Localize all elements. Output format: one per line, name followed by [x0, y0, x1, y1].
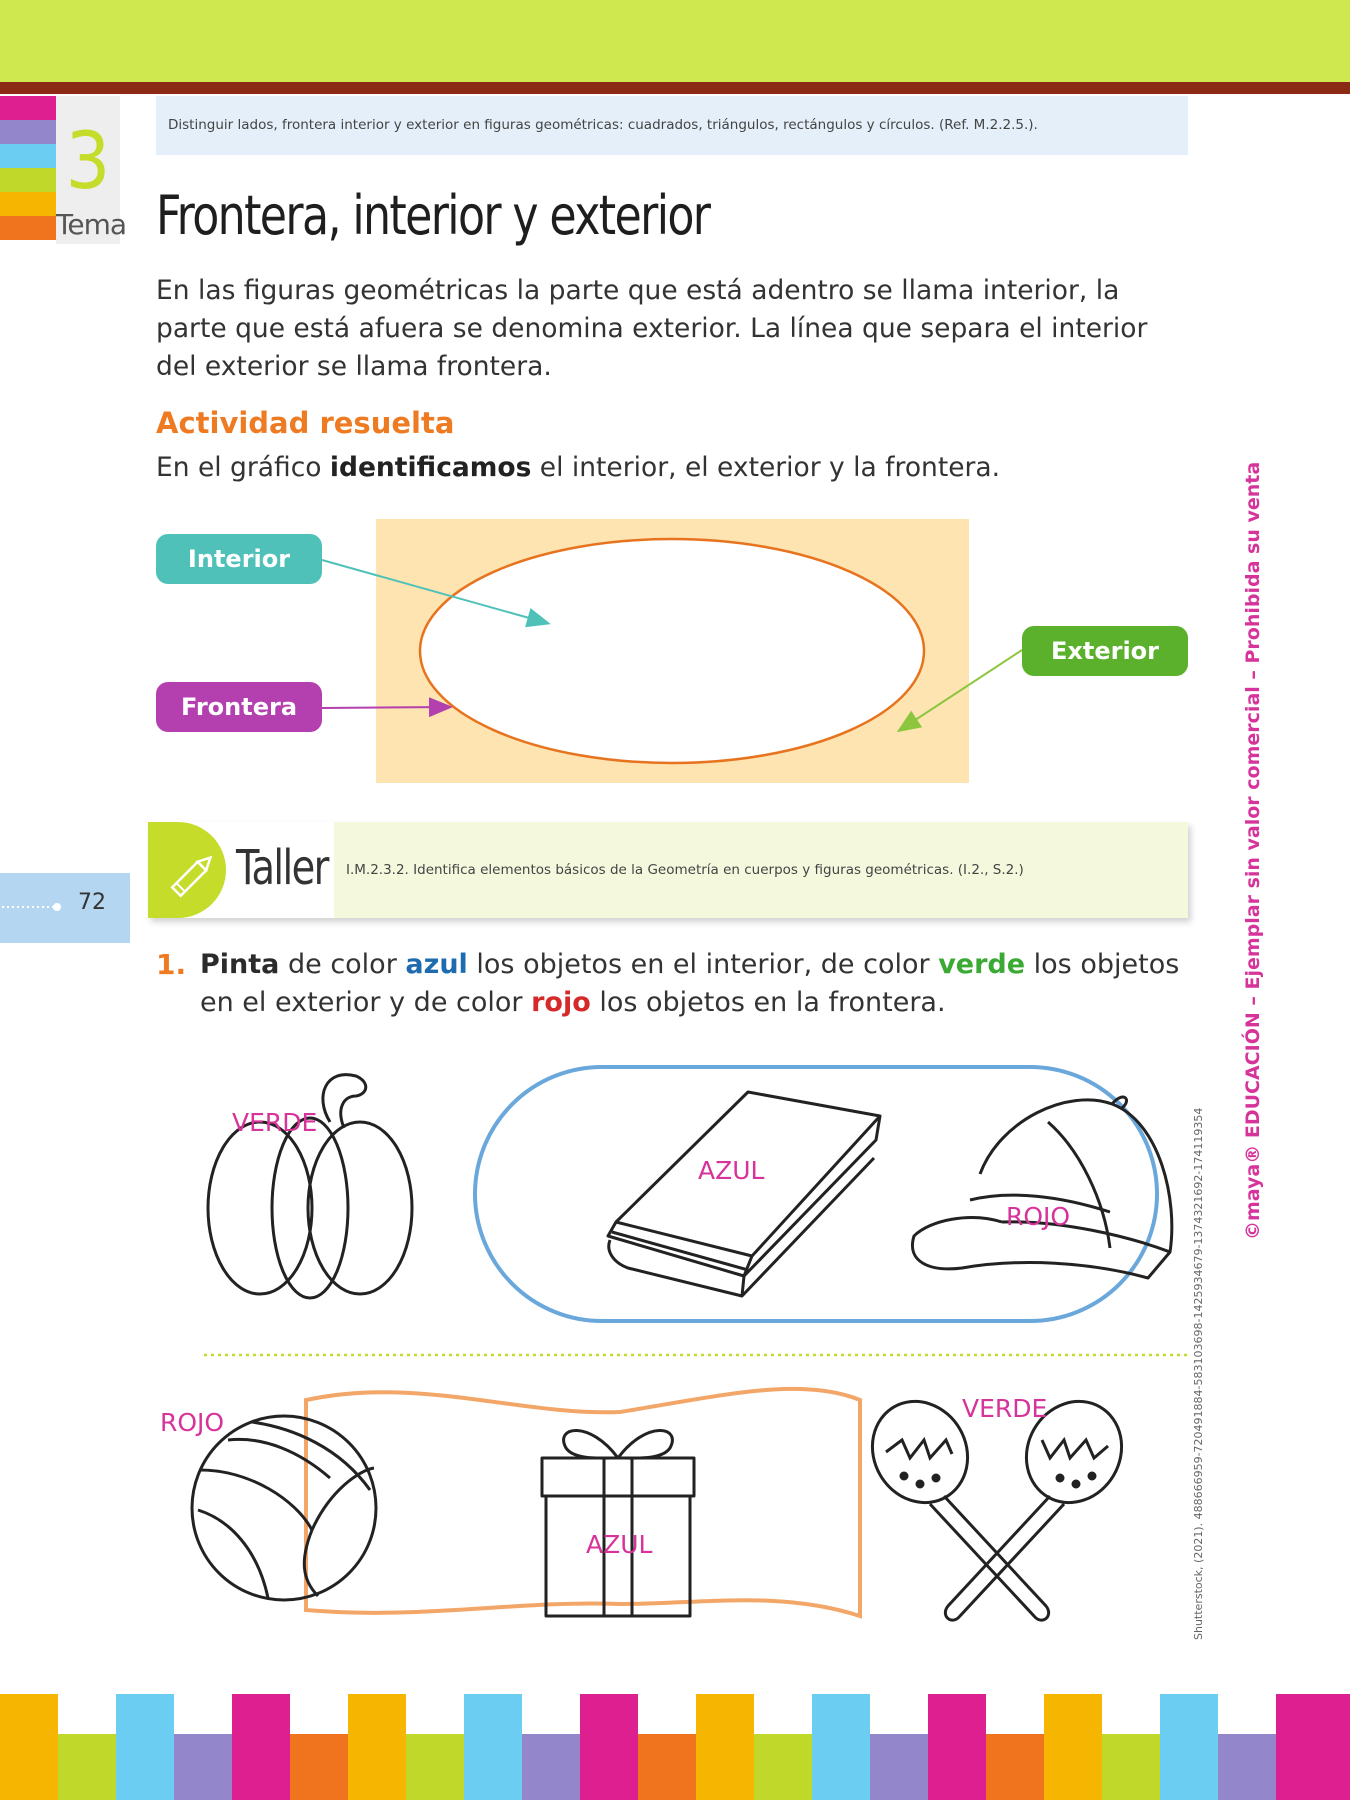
instruction-part: de color [279, 949, 406, 980]
volleyball-drawing [192, 1416, 376, 1600]
copyright-side-text [1242, 461, 1272, 1240]
tema-number: 3 [65, 117, 111, 207]
instruction-part: los objetos en el exterior y de color [200, 949, 1180, 1018]
gift-drawing [542, 1430, 694, 1616]
taller-indicator: I.M.2.3.2. Identifica elementos básicos de la Geometría en cuerpos y figuras geométricas. (I.2., S.2.) [346, 862, 1024, 878]
instruction-part: los objetos en la frontera. [590, 987, 946, 1018]
activity-heading: Actividad resuelta [156, 406, 455, 440]
instruction-part: rojo [531, 987, 591, 1018]
pumpkin-color-label: VERDE [232, 1108, 318, 1137]
activity-text-bold: identificamos [329, 452, 532, 483]
intro-paragraph: En las figuras geométricas la parte que está adentro se llama interior, la parte que está afuera se denomina exterior. La línea que separa el interior del exterior se llama frontera. [156, 275, 1148, 382]
instruction-part: los objetos en el interior, de color [467, 949, 939, 980]
instruction-part: azul [405, 949, 468, 980]
maracas-color-label: VERDE [962, 1394, 1048, 1423]
activity-text-part: el interior, el exterior y la frontera. [531, 452, 1001, 483]
tema-label: Tema [56, 208, 127, 241]
interior-label: Interior [156, 534, 322, 584]
cap-drawing [912, 1097, 1171, 1278]
bottom-color-stripes [0, 1694, 1350, 1800]
image-credit [1192, 1107, 1212, 1640]
objective-banner: Distinguir lados, frontera interior y exterior en figuras geométricas: cuadrados, triángulos, rectángulos y círculos. (Ref. M.2.2.5.). [156, 96, 1188, 155]
exterior-label: Exterior [1022, 626, 1188, 676]
exercise-number: 1. [156, 948, 187, 981]
credit-text: Shutterstock, (2021). 488666959-720491884-583103698-1425934679-1374321692-174119354 [1192, 1107, 1205, 1640]
page-number: 72 [78, 890, 106, 915]
taller-title: Taller [236, 840, 328, 896]
ball-color-label: ROJO [160, 1408, 225, 1437]
wavy-shape [306, 1389, 860, 1616]
cap-color-label: ROJO [1006, 1202, 1071, 1231]
activity-text-part: En el gráfico [156, 452, 330, 483]
gift-color-label: AZUL [586, 1530, 653, 1559]
frontera-label: Frontera [156, 682, 322, 732]
instruction-part: verde [938, 949, 1026, 980]
instruction-part: Pinta [200, 949, 280, 980]
page-title: Frontera, interior y exterior [156, 184, 710, 247]
book-drawing [608, 1092, 880, 1296]
copyright-text: ©maya® EDUCACIÓN – Ejemplar sin valor comercial – Prohibida su venta [1242, 461, 1264, 1240]
book-color-label: AZUL [698, 1156, 765, 1185]
